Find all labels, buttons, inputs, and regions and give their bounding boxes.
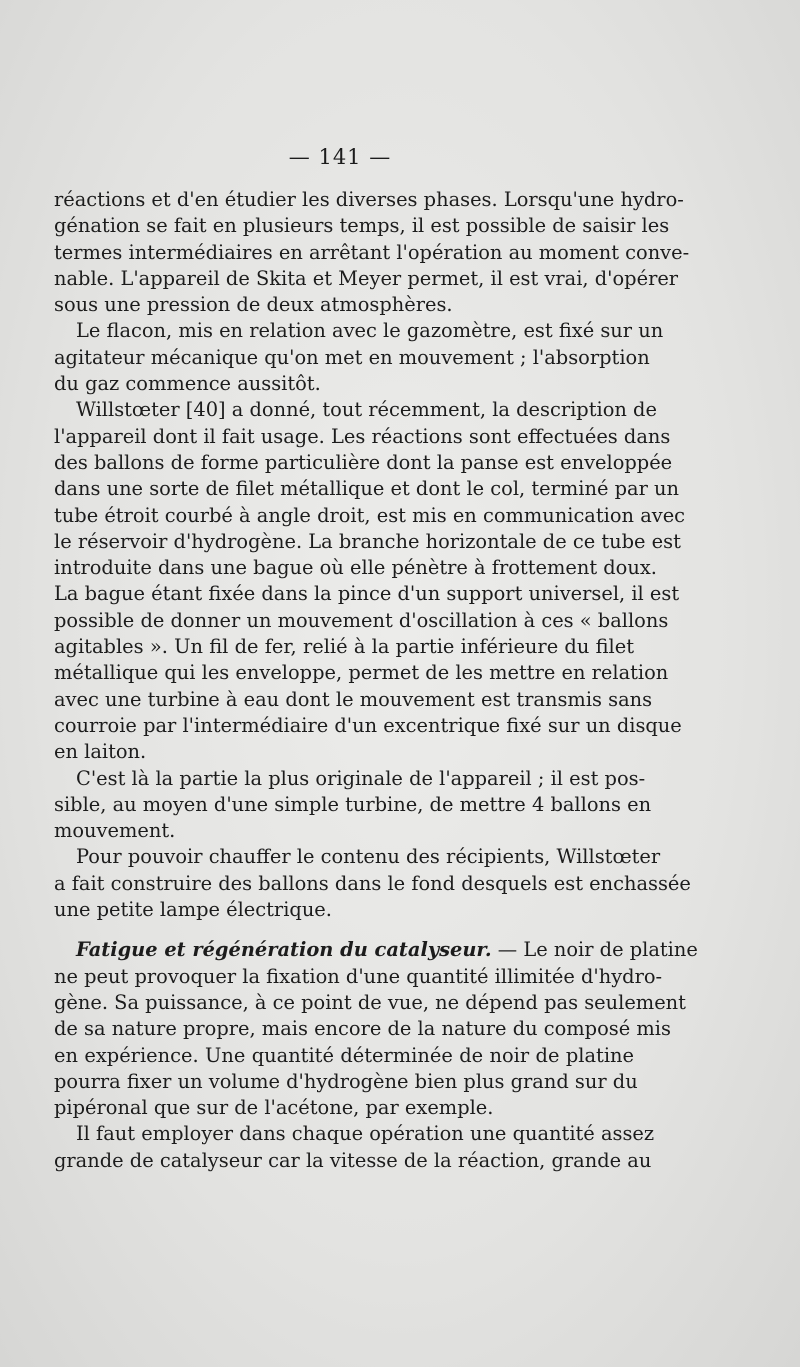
text-line: le réservoir d'hydrogène. La branche horizontale de ce tube est (54, 529, 681, 553)
text-line: gène. Sa puissance, à ce point de vue, ne dépend pas seulement (54, 990, 686, 1014)
text-line: mouvement. (54, 819, 176, 843)
text-line: grande de catalyseur car la vitesse de la réaction, grande au (54, 1148, 652, 1172)
text-line: Pour pouvoir chauffer le contenu des récipients, Willstœter (76, 845, 661, 869)
text-line: du gaz commence aussitôt. (54, 372, 321, 396)
paragraph-1 (54, 187, 690, 318)
text-line: pourra fixer un volume d'hydrogène bien plus grand sur du (54, 1069, 638, 1093)
text-line: C'est là la partie la plus originale de l'appareil ; il est pos- (76, 766, 646, 790)
text-line: tube étroit courbé à angle droit, est mis en communication avec (54, 503, 686, 527)
text-line: La bague étant fixée dans la pince d'un support universel, il est (54, 582, 680, 606)
text-line: l'appareil dont il fait usage. Les réactions sont effectuées dans (54, 424, 671, 448)
text-line: génation se fait en plusieurs temps, il est possible de saisir les (54, 214, 670, 238)
text-line: nable. L'appareil de Skita et Meyer permet, il est vrai, d'opérer (54, 266, 679, 290)
paragraph-4 (54, 766, 652, 845)
paragraph-7 (54, 1121, 655, 1174)
text-line: réactions et d'en étudier les diverses phases. Lorsqu'une hydro- (54, 188, 684, 211)
text-line: des ballons de forme particulière dont la panse est enveloppée (54, 450, 673, 474)
text-line: avec une turbine à eau dont le mouvement est transmis sans (54, 687, 653, 711)
text-line: dans une sorte de filet métallique et dont le col, terminé par un (54, 477, 679, 501)
text-line: possible de donner un mouvement d'oscillation à ces « ballons (54, 608, 669, 632)
section-heading: Fatigue et régénération du catalyseur. (76, 938, 492, 962)
text-line: termes intermédiaires en arrêtant l'opération au moment conve- (54, 240, 690, 264)
text-line: en expérience. Une quantité déterminée de noir de platine (54, 1043, 634, 1067)
text-line: a fait construire des ballons dans le fond desquels est enchassée (54, 871, 691, 895)
text-line: introduite dans une bague où elle pénètre à frottement doux. (54, 556, 657, 580)
paragraph-2 (54, 318, 664, 397)
text-line: Willstœter [40] a donné, tout récemment, la description de (76, 398, 657, 422)
text-line: en laiton. (54, 740, 147, 764)
section-heading-line (54, 937, 698, 963)
paragraph-6 (54, 937, 698, 1121)
text-line: courroie par l'intermédiaire d'un excentrique fixé sur un disque (54, 713, 682, 737)
text-line: une petite lampe électrique. (54, 898, 332, 922)
text-line: Le flacon, mis en relation avec le gazomètre, est fixé sur un (76, 319, 664, 343)
text-line: agitateur mécanique qu'on met en mouvement ; l'absorption (54, 345, 650, 369)
text-line: agitables ». Un fil de fer, relié à la partie inférieure du filet (54, 635, 634, 659)
paragraph-3 (54, 397, 686, 765)
text-line: sous une pression de deux atmosphères. (54, 293, 453, 317)
text-line: ne peut provoquer la fixation d'une quantité illimitée d'hydro- (54, 964, 663, 988)
page-number: — 141 — (288, 145, 392, 169)
text-line: métallique qui les enveloppe, permet de les mettre en relation (54, 661, 669, 685)
text-line: Il faut employer dans chaque opération une quantité assez (76, 1122, 655, 1146)
page-body (54, 187, 698, 1174)
text-fragment: — Le noir de platine (497, 938, 698, 962)
text-line: de sa nature propre, mais encore de la nature du composé mis (54, 1017, 671, 1041)
text-line: sible, au moyen d'une simple turbine, de mettre 4 ballons en (54, 792, 652, 816)
text-line: pipéronal que sur de l'acétone, par exemple. (54, 1096, 494, 1120)
paragraph-5 (54, 844, 691, 923)
